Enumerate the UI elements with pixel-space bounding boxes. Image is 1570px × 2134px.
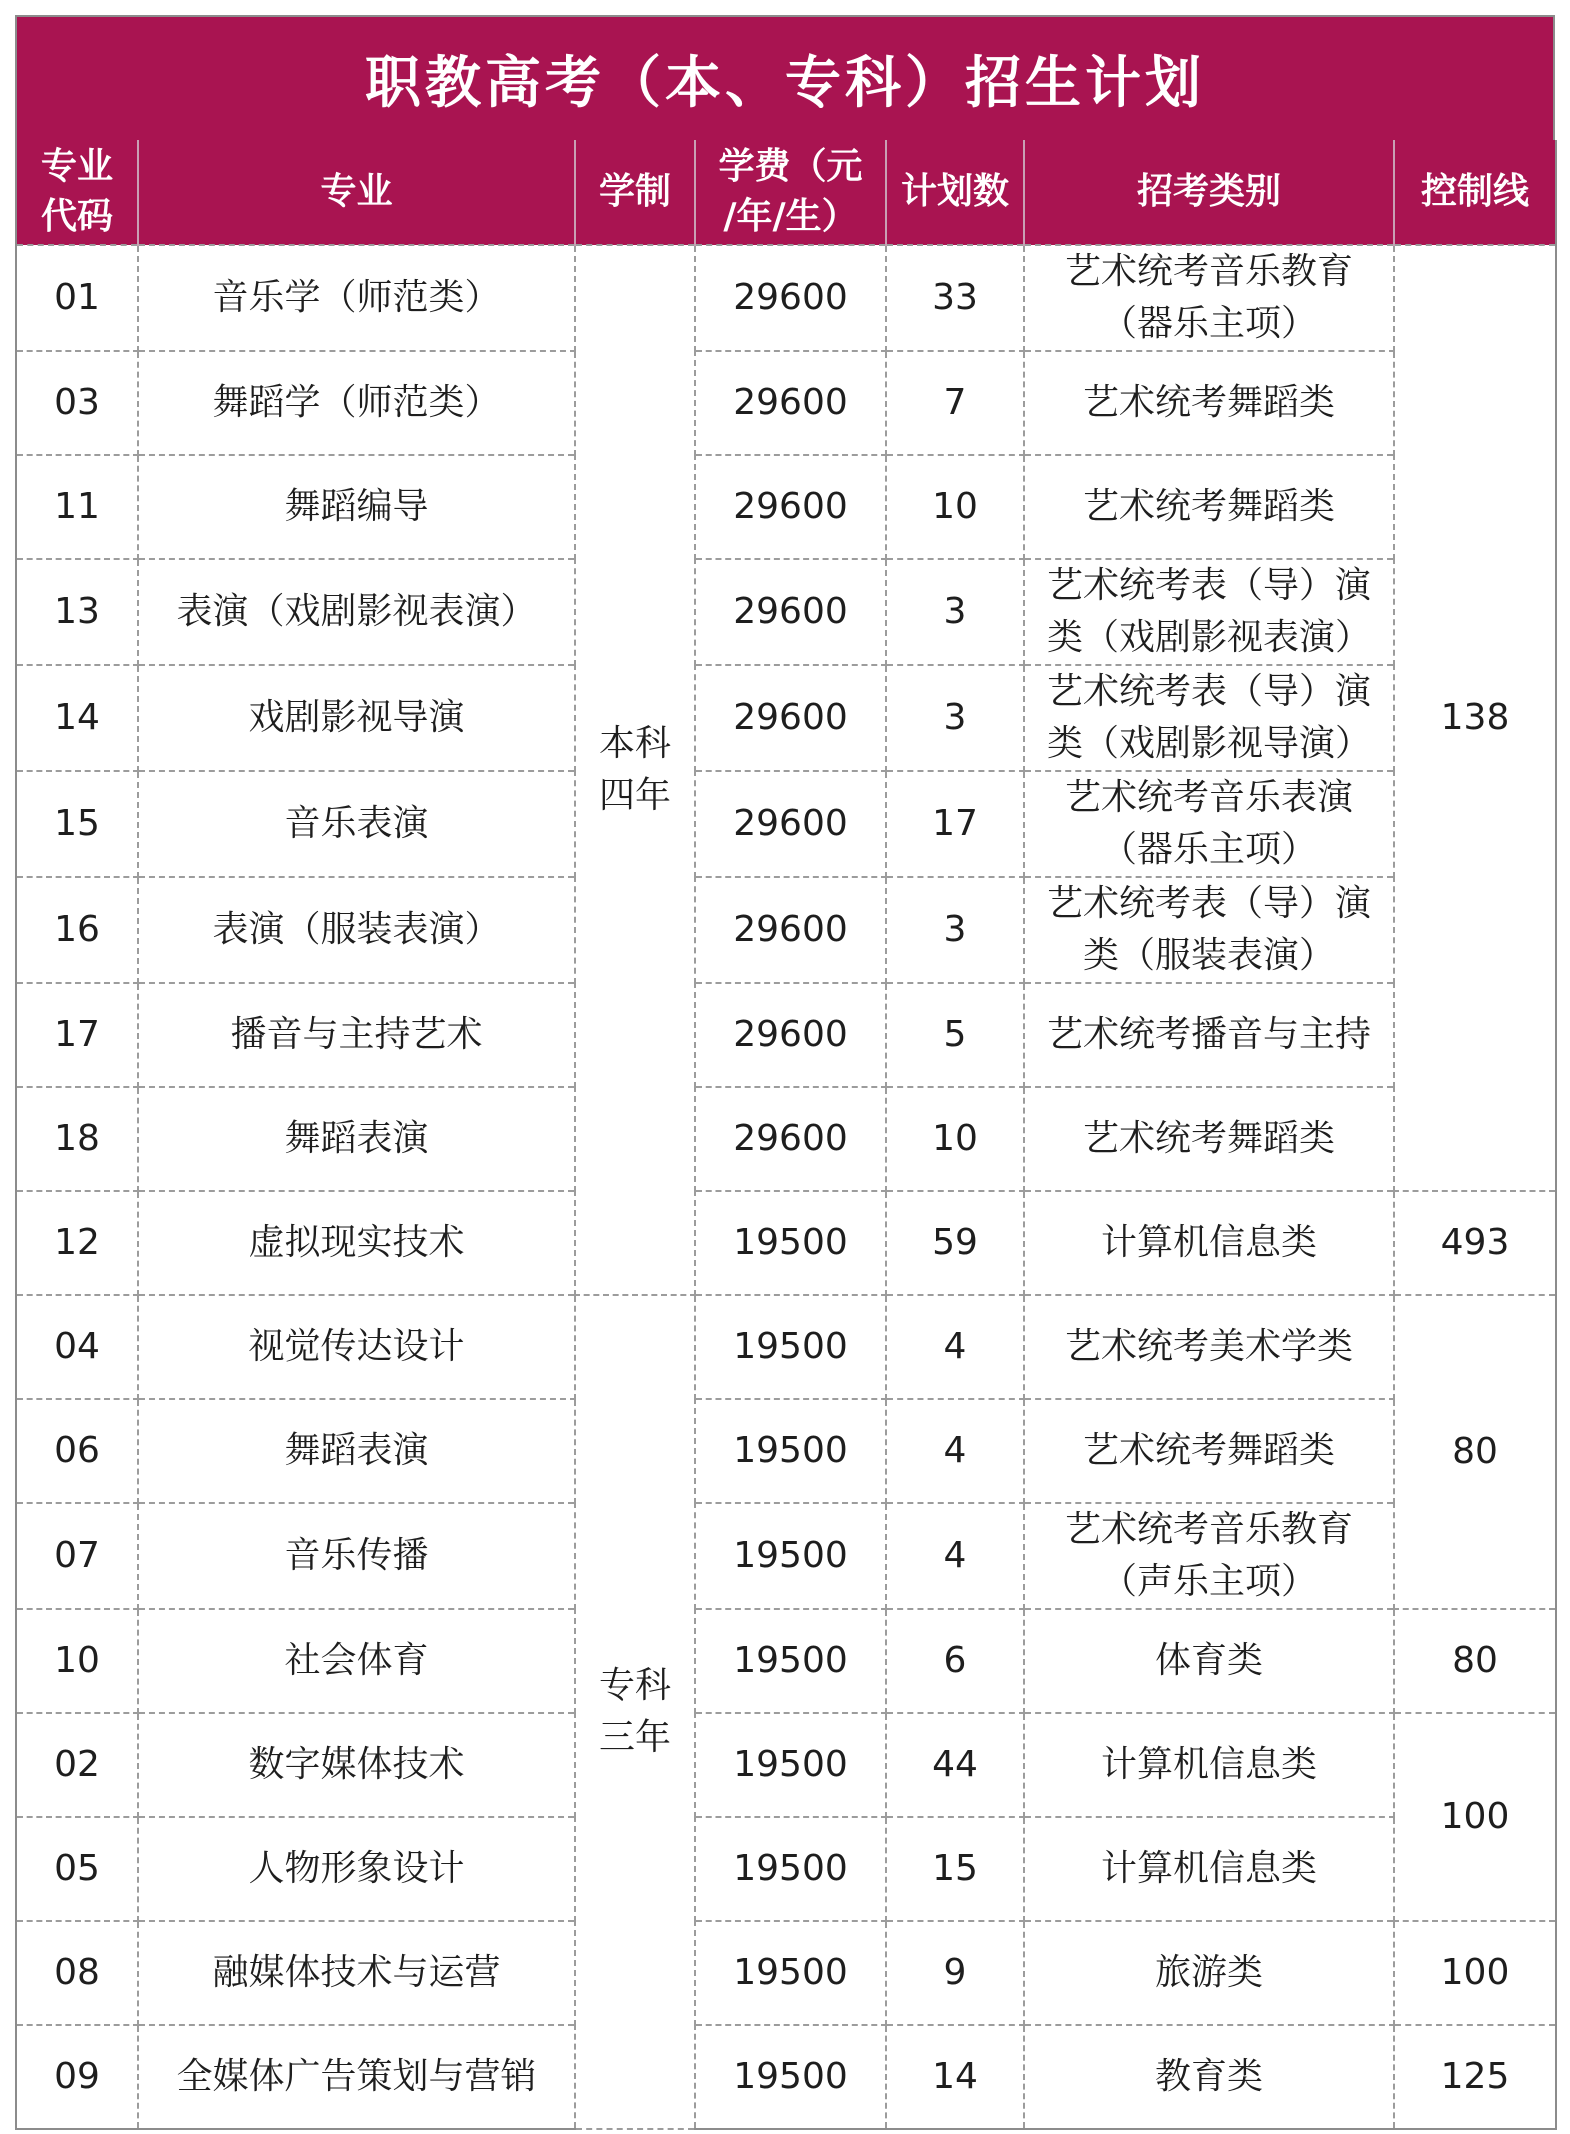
exam-category-cell: 艺术统考舞蹈类 [1024, 1087, 1394, 1191]
table-row [16, 877, 1556, 983]
plan-count-cell: 33 [886, 245, 1024, 351]
tuition-fee-cell: 19500 [695, 1191, 886, 1295]
header-control: 控制线 [1394, 140, 1556, 245]
control-line-cell: 125 [1394, 2025, 1556, 2129]
major-code-cell: 10 [16, 1609, 138, 1713]
exam-category-cell: 艺术统考音乐教育 （器乐主项） [1024, 245, 1394, 351]
table-row [16, 1817, 1556, 1921]
page-title: 职教高考（本、专科）招生计划 [15, 15, 1555, 140]
exam-category-cell: 计算机信息类 [1024, 1191, 1394, 1295]
exam-category-cell: 艺术统考音乐教育 （声乐主项） [1024, 1503, 1394, 1609]
major-code-cell: 12 [16, 1191, 138, 1295]
plan-count-cell: 7 [886, 351, 1024, 455]
major-name-cell: 表演（戏剧影视表演） [138, 559, 575, 665]
tuition-fee-cell: 19500 [695, 1295, 886, 1399]
major-name-cell: 视觉传达设计 [138, 1295, 575, 1399]
major-code-cell: 18 [16, 1087, 138, 1191]
major-code-cell: 17 [16, 983, 138, 1087]
exam-category-cell: 艺术统考美术学类 [1024, 1295, 1394, 1399]
tuition-fee-cell: 29600 [695, 351, 886, 455]
table-row [16, 771, 1556, 877]
major-code-cell: 11 [16, 455, 138, 559]
major-name-cell: 虚拟现实技术 [138, 1191, 575, 1295]
table-row [16, 1191, 1556, 1295]
plan-count-cell: 10 [886, 455, 1024, 559]
table-row [16, 1087, 1556, 1191]
major-code-cell: 15 [16, 771, 138, 877]
table-row [16, 1921, 1556, 2025]
major-name-cell: 全媒体广告策划与营销 [138, 2025, 575, 2129]
tuition-fee-cell: 19500 [695, 1713, 886, 1817]
control-line-cell: 138 [1394, 245, 1556, 1191]
major-code-cell: 09 [16, 2025, 138, 2129]
exam-category-cell: 艺术统考舞蹈类 [1024, 455, 1394, 559]
plan-count-cell: 3 [886, 665, 1024, 771]
major-name-cell: 社会体育 [138, 1609, 575, 1713]
major-code-cell: 04 [16, 1295, 138, 1399]
header-code: 专业 代码 [16, 140, 138, 245]
header-plan: 计划数 [886, 140, 1024, 245]
header-category: 招考类别 [1024, 140, 1394, 245]
tuition-fee-cell: 19500 [695, 1817, 886, 1921]
tuition-fee-cell: 29600 [695, 559, 886, 665]
major-code-cell: 05 [16, 1817, 138, 1921]
plan-count-cell: 3 [886, 877, 1024, 983]
exam-category-cell: 教育类 [1024, 2025, 1394, 2129]
major-code-cell: 01 [16, 245, 138, 351]
plan-count-cell: 4 [886, 1295, 1024, 1399]
table-row [16, 1713, 1556, 1817]
plan-count-cell: 9 [886, 1921, 1024, 2025]
tuition-fee-cell: 29600 [695, 771, 886, 877]
header-row [16, 140, 1556, 245]
major-name-cell: 舞蹈表演 [138, 1399, 575, 1503]
table-row [16, 351, 1556, 455]
major-name-cell: 播音与主持艺术 [138, 983, 575, 1087]
control-line-cell: 100 [1394, 1921, 1556, 2025]
tuition-fee-cell: 29600 [695, 245, 886, 351]
header-major: 专业 [138, 140, 575, 245]
table-row [16, 665, 1556, 771]
plan-count-cell: 59 [886, 1191, 1024, 1295]
tuition-fee-cell: 29600 [695, 1087, 886, 1191]
plan-count-cell: 44 [886, 1713, 1024, 1817]
plan-count-cell: 5 [886, 983, 1024, 1087]
tuition-fee-cell: 19500 [695, 1399, 886, 1503]
major-name-cell: 舞蹈表演 [138, 1087, 575, 1191]
major-code-cell: 07 [16, 1503, 138, 1609]
major-code-cell: 03 [16, 351, 138, 455]
control-line-cell: 493 [1394, 1191, 1556, 1295]
major-name-cell: 戏剧影视导演 [138, 665, 575, 771]
exam-category-cell: 艺术统考播音与主持 [1024, 983, 1394, 1087]
exam-category-cell: 艺术统考表（导）演 类（服装表演） [1024, 877, 1394, 983]
table-row [16, 245, 1556, 351]
table-row [16, 2025, 1556, 2129]
major-name-cell: 表演（服装表演） [138, 877, 575, 983]
major-name-cell: 音乐学（师范类） [138, 245, 575, 351]
major-name-cell: 舞蹈编导 [138, 455, 575, 559]
tuition-fee-cell: 19500 [695, 1503, 886, 1609]
major-name-cell: 数字媒体技术 [138, 1713, 575, 1817]
major-code-cell: 14 [16, 665, 138, 771]
plan-count-cell: 6 [886, 1609, 1024, 1713]
admission-plan-sheet [15, 15, 1555, 2130]
tuition-fee-cell: 19500 [695, 1921, 886, 2025]
header-fee: 学费（元 /年/生） [695, 140, 886, 245]
plan-count-cell: 4 [886, 1399, 1024, 1503]
major-code-cell: 02 [16, 1713, 138, 1817]
major-name-cell: 音乐表演 [138, 771, 575, 877]
table-row [16, 1399, 1556, 1503]
tuition-fee-cell: 19500 [695, 2025, 886, 2129]
study-system-cell: 专科 三年 [575, 1295, 695, 2129]
plan-count-cell: 4 [886, 1503, 1024, 1609]
table-row [16, 1295, 1556, 1399]
table-body [16, 245, 1556, 2129]
study-system-cell: 本科 四年 [575, 245, 695, 1295]
major-code-cell: 16 [16, 877, 138, 983]
exam-category-cell: 艺术统考表（导）演 类（戏剧影视表演） [1024, 559, 1394, 665]
plan-count-cell: 14 [886, 2025, 1024, 2129]
plan-count-cell: 17 [886, 771, 1024, 877]
major-name-cell: 舞蹈学（师范类） [138, 351, 575, 455]
table-row [16, 1503, 1556, 1609]
table-row [16, 455, 1556, 559]
plan-count-cell: 10 [886, 1087, 1024, 1191]
exam-category-cell: 艺术统考表（导）演 类（戏剧影视导演） [1024, 665, 1394, 771]
header-system: 学制 [575, 140, 695, 245]
tuition-fee-cell: 19500 [695, 1609, 886, 1713]
admission-plan-table [15, 140, 1557, 2130]
exam-category-cell: 艺术统考舞蹈类 [1024, 1399, 1394, 1503]
tuition-fee-cell: 29600 [695, 877, 886, 983]
exam-category-cell: 艺术统考音乐表演 （器乐主项） [1024, 771, 1394, 877]
tuition-fee-cell: 29600 [695, 665, 886, 771]
control-line-cell: 80 [1394, 1295, 1556, 1609]
plan-count-cell: 15 [886, 1817, 1024, 1921]
major-code-cell: 08 [16, 1921, 138, 2025]
major-name-cell: 音乐传播 [138, 1503, 575, 1609]
tuition-fee-cell: 29600 [695, 455, 886, 559]
major-name-cell: 融媒体技术与运营 [138, 1921, 575, 2025]
control-line-cell: 80 [1394, 1609, 1556, 1713]
exam-category-cell: 艺术统考舞蹈类 [1024, 351, 1394, 455]
major-code-cell: 06 [16, 1399, 138, 1503]
table-row [16, 1609, 1556, 1713]
exam-category-cell: 体育类 [1024, 1609, 1394, 1713]
control-line-cell: 100 [1394, 1713, 1556, 1921]
exam-category-cell: 旅游类 [1024, 1921, 1394, 2025]
plan-count-cell: 3 [886, 559, 1024, 665]
tuition-fee-cell: 29600 [695, 983, 886, 1087]
table-row [16, 983, 1556, 1087]
exam-category-cell: 计算机信息类 [1024, 1817, 1394, 1921]
major-name-cell: 人物形象设计 [138, 1817, 575, 1921]
major-code-cell: 13 [16, 559, 138, 665]
table-row [16, 559, 1556, 665]
exam-category-cell: 计算机信息类 [1024, 1713, 1394, 1817]
